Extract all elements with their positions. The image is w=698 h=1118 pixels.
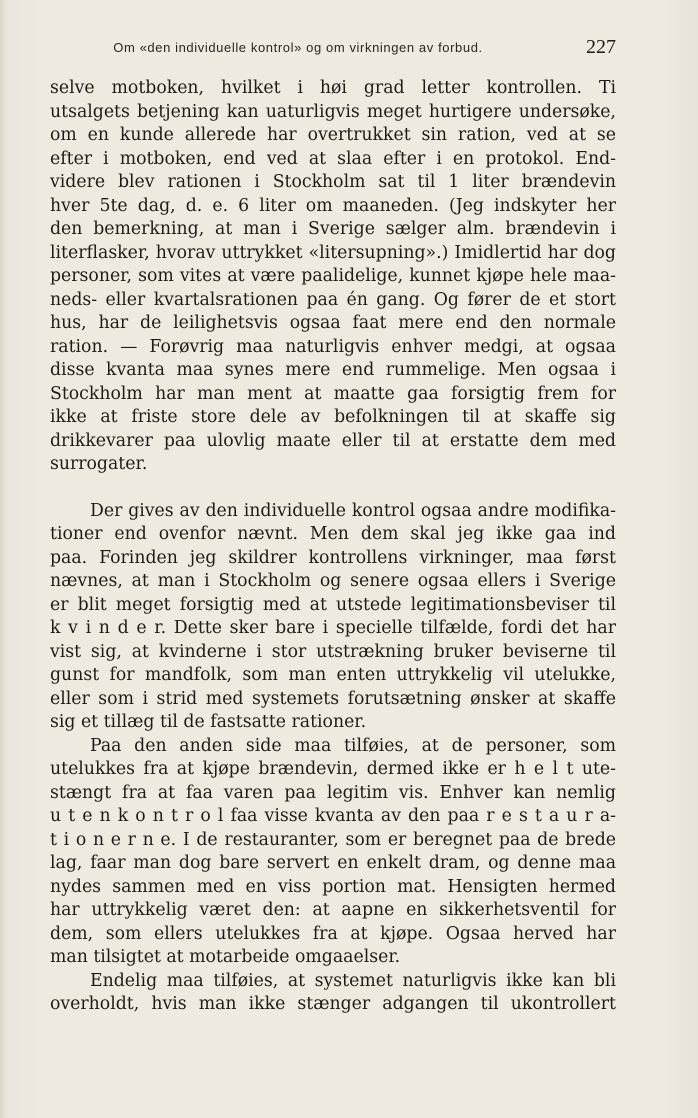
text-line: man tilsigtet at motarbeide omgaaelser. [50, 947, 401, 967]
text-line: hver 5te dag, d. e. 6 liter om maaneden. (Jeg indskyter her [50, 195, 616, 216]
text-line: utelukkes fra at kjøpe brændevin, dermed ikke er h e l t ute- [50, 759, 616, 779]
text-line: Paa den anden side maa tilføies, at de personer, som [90, 735, 616, 756]
text-line: Der gives av den individuelle kontrol ogsaa andre modifika- [90, 500, 616, 521]
text-line: har uttrykkelig været den: at aapne en sikkerhetsventil for [50, 900, 616, 920]
text-line: u t e n k o n t r o l faa visse kvanta av den paa r e s t a u r a- [50, 806, 616, 826]
text-line: eller som i strid med systemets forutsætning ønsker at skaffe [50, 688, 616, 709]
paragraph [50, 77, 616, 477]
page-number: 227 [586, 36, 616, 58]
text-line: overholdt, hvis man ikke stænger adgangen til ukontrollert [50, 994, 616, 1014]
text-line: sig et tillæg til de fastsatte rationer. [50, 712, 367, 732]
text-line: er blit meget forsigtig med at utstede legitimationsbeviser til [50, 594, 616, 615]
text-line: nævnes, at man i Stockholm og senere ogsaa ellers i Sverige [50, 571, 616, 591]
text-line: drikkevarer paa ulovlig maate eller til at erstatte dem med [50, 430, 616, 451]
text-line: ikke at friste store dele av befolkningen til at skaffe sig [50, 407, 616, 427]
text-line: stængt fra at faa varen paa legitim vis. Enhver kan nemlig [50, 782, 616, 803]
paragraph [50, 735, 616, 970]
text-line: neds- eller kvartalsrationen paa én gang. Og fører de et stort [50, 289, 616, 310]
text-line: vist sig, at kvinderne i stor utstrækning bruker beviserne til [50, 641, 616, 662]
text-line: personer, som vites at være paalidelige, kunnet kjøpe hele maa- [50, 266, 616, 286]
text-line: tioner end ovenfor nævnt. Men dem skal jeg ikke gaa ind [50, 524, 616, 544]
text-line: disse kvanta maa synes mere end rummelige. Men ogsaa i [50, 360, 616, 380]
body-text [50, 77, 616, 1017]
text-line: selve motboken, hvilket i høi grad letter kontrollen. Ti [50, 78, 616, 98]
text-line: videre blev rationen i Stockholm sat til 1 liter brændevin [50, 172, 616, 192]
paragraph-gap [50, 477, 616, 500]
text-line: den bemerkning, at man i Sverige sælger alm. brændevin i [50, 219, 616, 239]
text-line: literflasker, hvorav uttrykket «litersupning».) Imidlertid har dog [50, 242, 616, 263]
text-line: hus, har de leilighetsvis ogsaa faat mere end den normale [50, 313, 616, 333]
text-line: paa. Forinden jeg skildrer kontrollens virkninger, maa først [50, 547, 616, 568]
text-line: surrogater. [50, 454, 148, 474]
text-line: k v i n d e r. Dette sker bare i specielle tilfælde, fordi det har [50, 618, 616, 638]
text-line: Endelig maa tilføies, at systemet naturligvis ikke kan bli [90, 970, 616, 991]
text-line: gunst for mandfolk, som man enten uttrykkelig vil utelukke, [50, 665, 616, 685]
paragraph [50, 500, 616, 735]
text-line: t i o n e r n e. I de restauranter, som er beregnet paa de brede [50, 829, 616, 850]
text-line: utsalgets betjening kan uaturligvis meget hurtigere undersøke, [50, 101, 616, 122]
paragraph [50, 970, 616, 1017]
running-header [50, 38, 616, 62]
header-title: Om «den individuelle kontrol» og om virkningen av forbud. [113, 40, 483, 55]
text-line: dem, som ellers utelukkes fra at kjøpe. Ogsaa herved har [50, 923, 616, 944]
text-line: efter i motboken, end ved at slaa efter i en protokol. End- [50, 148, 616, 169]
text-line: nydes sammen med en viss portion mat. Hensigten hermed [50, 876, 616, 897]
text-line: ration. — Forøvrig maa naturligvis enhver medgi, at ogsaa [50, 336, 616, 357]
text-line: om en kunde allerede har overtrukket sin ration, ved at se [50, 125, 616, 145]
text-line: lag, faar man dog bare servert en enkelt dram, og denne maa [50, 853, 616, 873]
text-line: Stockholm har man ment at maatte gaa forsigtig frem for [50, 383, 616, 404]
